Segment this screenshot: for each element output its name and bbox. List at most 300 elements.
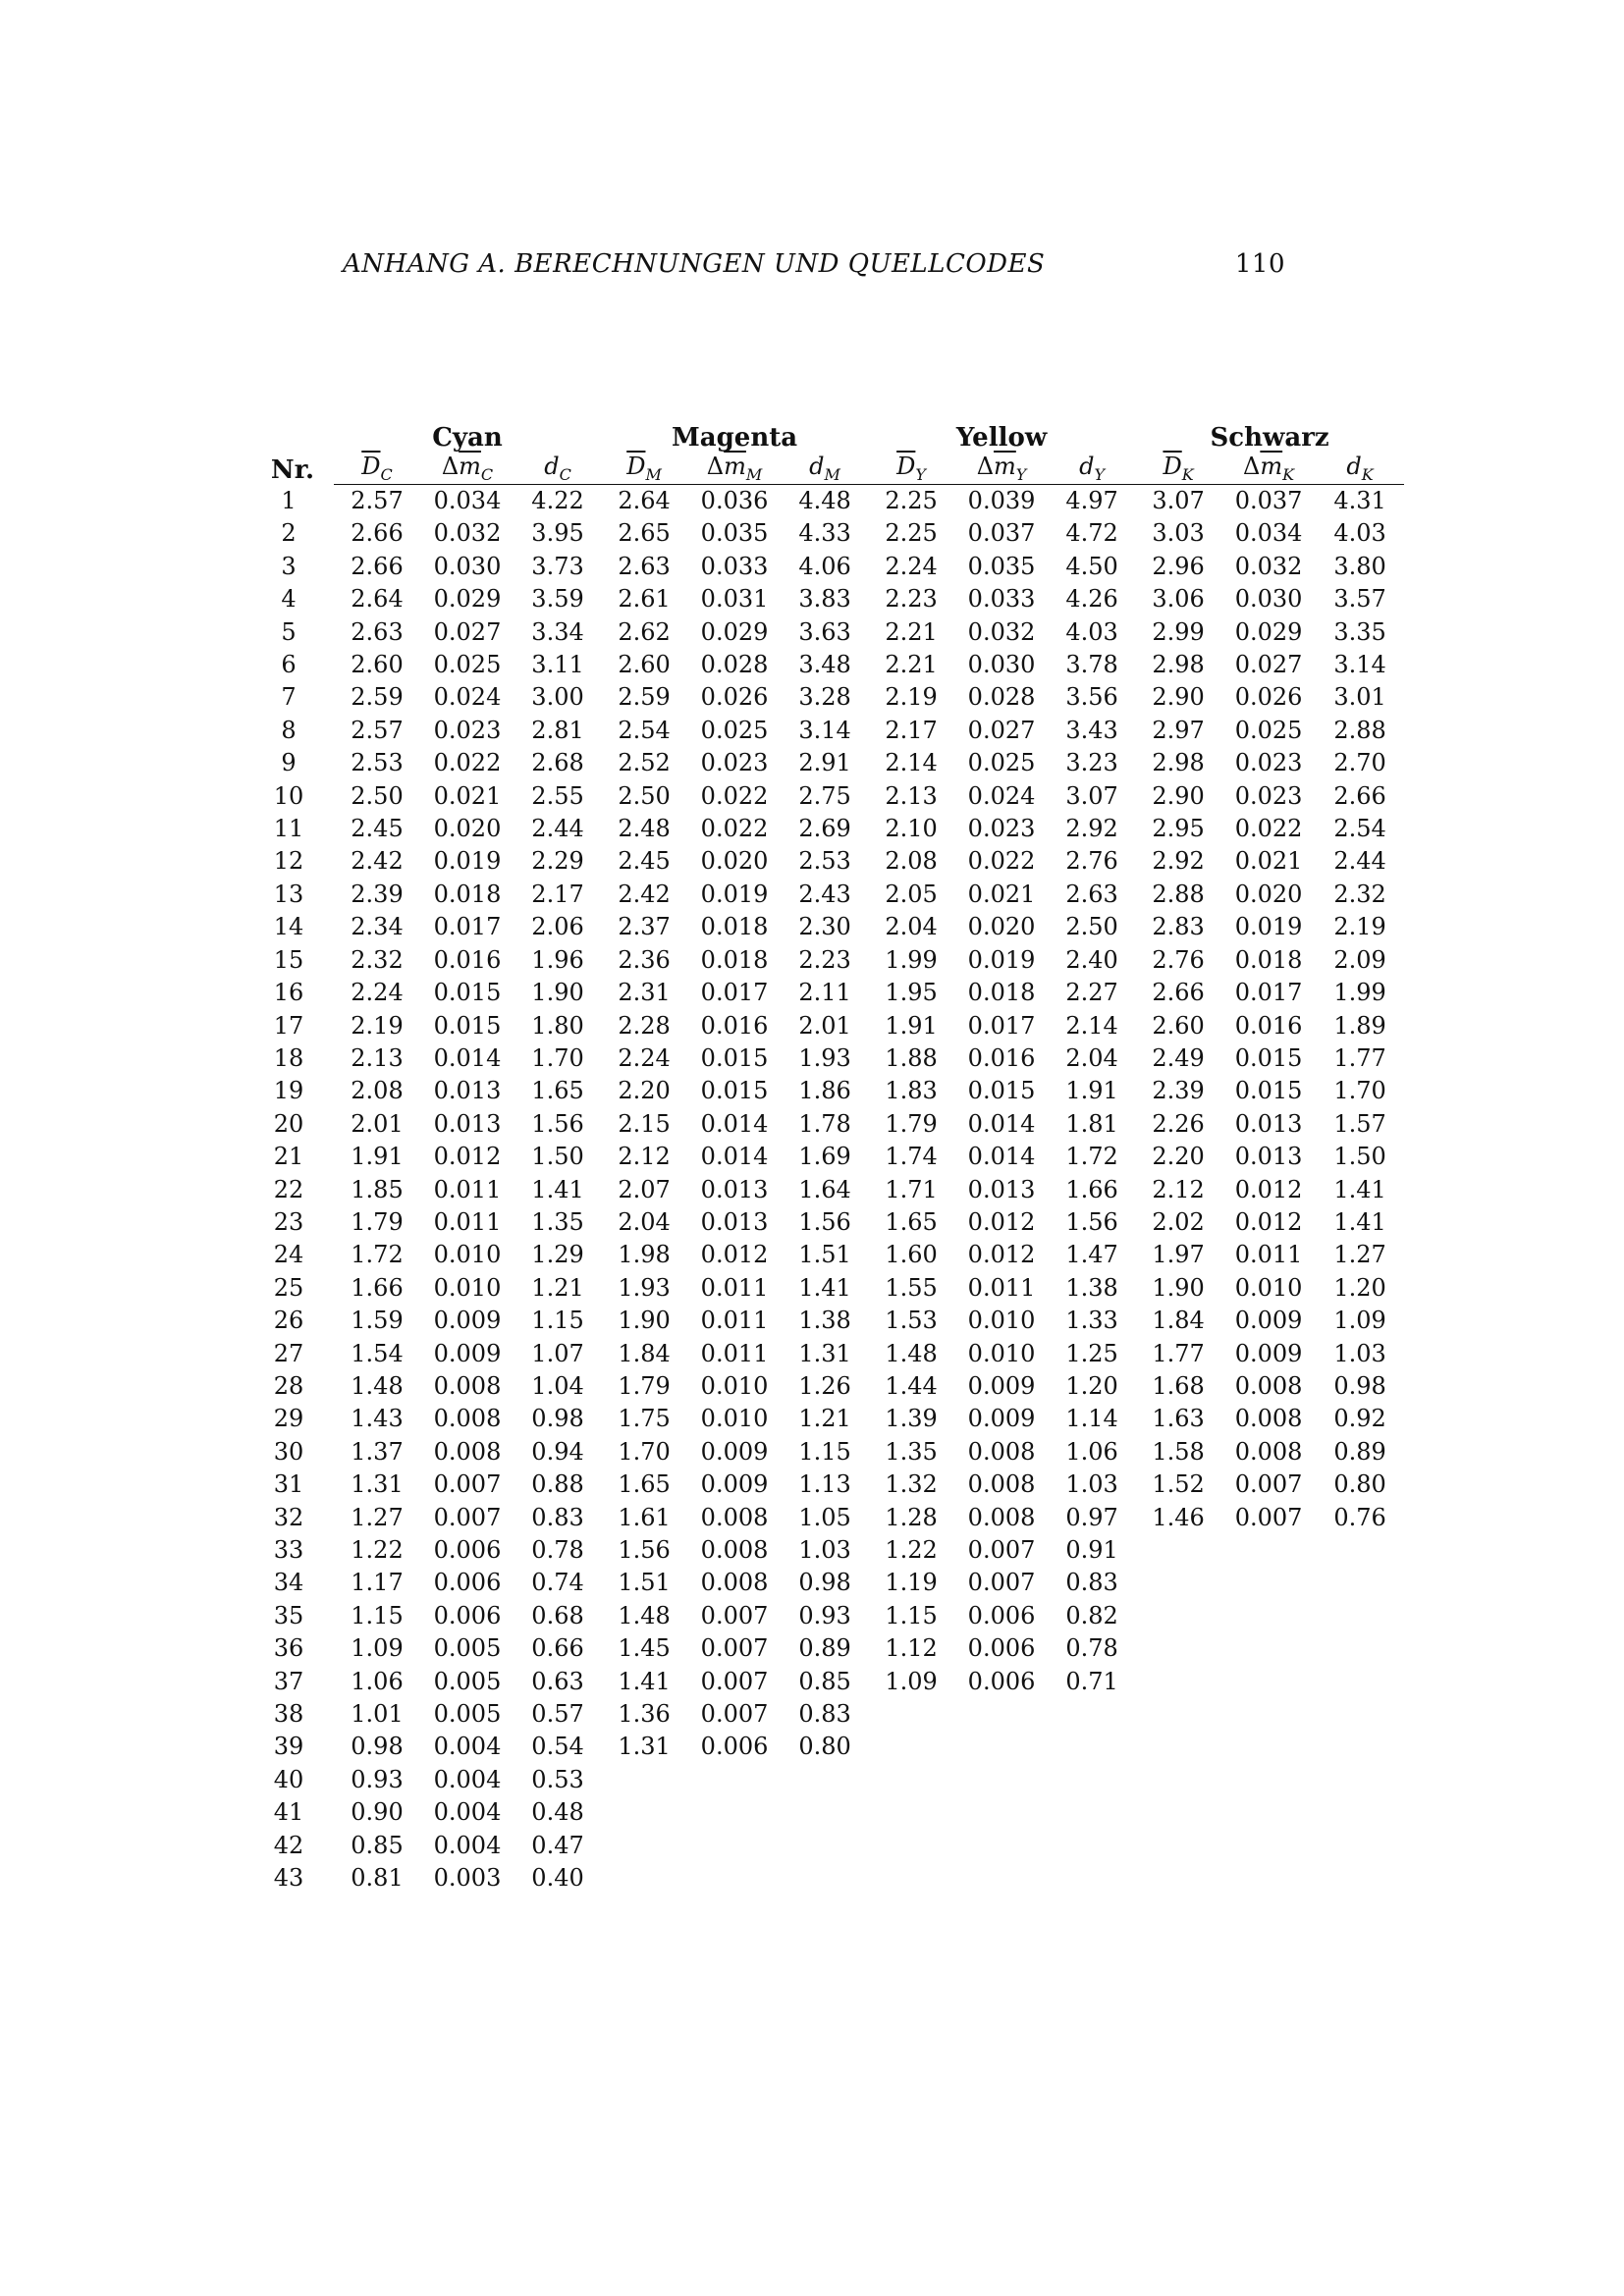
table-cell: 1.72 xyxy=(1065,1143,1118,1171)
table-row xyxy=(251,1764,1404,1796)
row-number: 42 xyxy=(273,1831,304,1859)
table-cell: 0.025 xyxy=(1234,716,1303,744)
subcolumn-header xyxy=(601,453,687,485)
table-cell: 0.010 xyxy=(967,1339,1036,1367)
table-row xyxy=(251,1436,1404,1468)
table-cell: 0.010 xyxy=(433,1241,502,1269)
table-cell: 1.29 xyxy=(531,1241,584,1269)
table-cell: 0.007 xyxy=(1234,1470,1303,1499)
row-number: 26 xyxy=(273,1307,304,1335)
table-cell: 0.027 xyxy=(1234,651,1303,679)
table-cell: 0.016 xyxy=(700,1011,769,1040)
subcolumn-subscript: M xyxy=(745,464,763,484)
table-cell: 1.44 xyxy=(885,1371,938,1400)
table-cell: 2.60 xyxy=(618,651,671,679)
table-cell xyxy=(868,1862,954,1895)
table-cell: 2.15 xyxy=(618,1109,671,1138)
table-cell: 0.020 xyxy=(433,815,502,843)
table-cell xyxy=(1221,1830,1316,1862)
table-cell: 0.011 xyxy=(433,1175,502,1203)
table-cell: 0.012 xyxy=(967,1207,1036,1236)
table-cell: 0.009 xyxy=(1234,1339,1303,1367)
table-cell: 2.45 xyxy=(351,815,404,843)
table-cell: 1.99 xyxy=(885,945,938,974)
table-cell xyxy=(954,1698,1049,1731)
table-cell: 0.83 xyxy=(1065,1569,1118,1597)
table-cell: 0.010 xyxy=(433,1273,502,1302)
table-cell: 0.008 xyxy=(967,1470,1036,1499)
table-cell xyxy=(601,1862,687,1895)
table-cell xyxy=(868,1764,954,1796)
table-cell: 4.03 xyxy=(1065,617,1118,646)
table-cell: 0.025 xyxy=(967,749,1036,777)
table-row xyxy=(251,1075,1404,1107)
table-row xyxy=(251,517,1404,550)
row-number: 2 xyxy=(281,519,297,548)
table-cell xyxy=(1316,1764,1404,1796)
subcolumn-symbol: $\overline{m}$ xyxy=(724,453,746,481)
table-cell: 2.01 xyxy=(351,1109,404,1138)
table-cell: 2.63 xyxy=(351,617,404,646)
table-cell: 2.66 xyxy=(1152,979,1205,1007)
table-cell: 0.011 xyxy=(967,1273,1036,1302)
table-cell: 0.007 xyxy=(700,1601,769,1629)
table-cell xyxy=(1221,1796,1316,1829)
table-cell: 2.01 xyxy=(798,1011,851,1040)
table-row xyxy=(251,1567,1404,1599)
table-cell: 2.60 xyxy=(351,651,404,679)
table-cell: 1.41 xyxy=(1333,1207,1386,1236)
table-cell: 0.010 xyxy=(700,1371,769,1400)
table-row xyxy=(251,813,1404,845)
table-cell: 2.17 xyxy=(885,716,938,744)
table-cell: 0.023 xyxy=(1234,781,1303,810)
table-cell: 0.004 xyxy=(433,1798,502,1827)
table-cell: 0.011 xyxy=(700,1273,769,1302)
table-cell: 1.15 xyxy=(798,1437,851,1466)
table-row xyxy=(251,845,1404,878)
table-cell: 2.53 xyxy=(351,749,404,777)
table-cell: 2.08 xyxy=(351,1077,404,1105)
table-cell: 4.72 xyxy=(1065,519,1118,548)
table-row xyxy=(251,1010,1404,1042)
table-cell: 1.66 xyxy=(351,1273,404,1302)
table-cell: 3.07 xyxy=(1152,487,1205,514)
table-cell: 2.66 xyxy=(1333,781,1386,810)
table-cell xyxy=(1135,1731,1221,1763)
table-cell: 1.09 xyxy=(885,1667,938,1695)
table-cell: 1.07 xyxy=(531,1339,584,1367)
table-cell: 1.46 xyxy=(1152,1503,1205,1531)
table-cell: 3.34 xyxy=(531,617,584,646)
table-cell: 0.023 xyxy=(967,815,1036,843)
row-number: 7 xyxy=(281,683,297,712)
table-cell: 0.021 xyxy=(1234,847,1303,876)
table-cell: 0.017 xyxy=(700,979,769,1007)
subcolumn-header xyxy=(334,453,420,485)
table-cell: 0.013 xyxy=(700,1175,769,1203)
subcolumn-subscript: K xyxy=(1361,464,1374,484)
table-cell: 2.92 xyxy=(1152,847,1205,876)
table-cell: 1.14 xyxy=(1065,1405,1118,1433)
table-cell: 3.00 xyxy=(531,683,584,712)
table-cell: 0.016 xyxy=(967,1043,1036,1072)
table-cell: 3.07 xyxy=(1065,781,1118,810)
table-cell: 1.21 xyxy=(531,1273,584,1302)
table-cell: 1.89 xyxy=(1333,1011,1386,1040)
table-cell: 4.50 xyxy=(1065,552,1118,580)
table-cell: 1.01 xyxy=(351,1700,404,1729)
table-cell: 0.66 xyxy=(531,1634,584,1663)
delta-symbol: Δ xyxy=(976,453,995,481)
table-cell: 2.25 xyxy=(885,487,938,514)
row-number: 24 xyxy=(273,1241,304,1269)
table-cell: 2.24 xyxy=(351,979,404,1007)
table-cell: 1.97 xyxy=(1152,1241,1205,1269)
table-cell: 0.034 xyxy=(433,487,502,514)
subcolumn-header xyxy=(782,453,868,485)
table-cell: 3.57 xyxy=(1333,585,1386,614)
table-cell: 0.71 xyxy=(1065,1667,1118,1695)
table-cell: 2.28 xyxy=(618,1011,671,1040)
table-cell: 0.93 xyxy=(798,1601,851,1629)
table-cell: 2.08 xyxy=(885,847,938,876)
table-cell xyxy=(1049,1731,1135,1763)
table-cell: 0.009 xyxy=(433,1307,502,1335)
table-cell: 0.014 xyxy=(433,1043,502,1072)
row-number: 19 xyxy=(273,1077,304,1105)
table-cell: 0.006 xyxy=(433,1536,502,1564)
table-cell: 0.98 xyxy=(1333,1371,1386,1400)
table-cell: 1.72 xyxy=(351,1241,404,1269)
table-cell: 0.012 xyxy=(1234,1207,1303,1236)
table-cell: 2.70 xyxy=(1333,749,1386,777)
table-cell: 1.70 xyxy=(618,1437,671,1466)
row-number: 15 xyxy=(273,945,304,974)
table-cell: 1.15 xyxy=(531,1307,584,1335)
table-cell: 3.14 xyxy=(798,716,851,744)
table-cell: 1.61 xyxy=(618,1503,671,1531)
table-cell: 0.015 xyxy=(1234,1043,1303,1072)
table-cell: 4.06 xyxy=(798,552,851,580)
table-cell xyxy=(868,1830,954,1862)
table-cell: 3.11 xyxy=(531,651,584,679)
table-cell: 0.006 xyxy=(967,1634,1036,1663)
subcolumn-symbol: $\overline{D}$ xyxy=(896,453,916,481)
table-cell: 1.65 xyxy=(885,1207,938,1236)
table-cell: 0.008 xyxy=(967,1437,1036,1466)
table-cell: 2.11 xyxy=(798,979,851,1007)
table-cell xyxy=(687,1862,782,1895)
table-cell: 2.97 xyxy=(1152,716,1205,744)
table-cell: 0.018 xyxy=(967,979,1036,1007)
table-cell: 1.56 xyxy=(618,1536,671,1564)
table-cell: 1.79 xyxy=(885,1109,938,1138)
group-cyan: Cyan xyxy=(432,423,503,453)
table-cell: 0.034 xyxy=(1234,519,1303,548)
subcolumn-header xyxy=(514,453,601,485)
table-cell: 2.31 xyxy=(618,979,671,1007)
table-cell: 0.026 xyxy=(1234,683,1303,712)
table-cell: 0.98 xyxy=(798,1569,851,1597)
table-cell: 4.31 xyxy=(1333,487,1386,514)
table-cell: 1.75 xyxy=(618,1405,671,1433)
table-cell: 2.21 xyxy=(885,651,938,679)
table-cell xyxy=(1135,1862,1221,1895)
subcolumn-header xyxy=(1316,453,1404,485)
row-number: 33 xyxy=(273,1536,304,1564)
row-number: 4 xyxy=(281,585,297,614)
table-row xyxy=(251,583,1404,615)
table-cell: 1.58 xyxy=(1152,1437,1205,1466)
table-cell: 1.79 xyxy=(618,1371,671,1400)
table-cell: 2.12 xyxy=(618,1143,671,1171)
table-cell xyxy=(601,1796,687,1829)
table-cell: 0.023 xyxy=(700,749,769,777)
table-cell: 0.007 xyxy=(967,1569,1036,1597)
subcolumn-subscript: K xyxy=(1181,464,1194,484)
table-cell: 2.36 xyxy=(618,945,671,974)
table-cell: 2.43 xyxy=(798,880,851,908)
table-cell xyxy=(1316,1666,1404,1698)
table-cell: 3.35 xyxy=(1333,617,1386,646)
table-cell: 0.012 xyxy=(967,1241,1036,1269)
table-cell: 2.26 xyxy=(1152,1109,1205,1138)
table-cell: 1.86 xyxy=(798,1077,851,1105)
table-cell: 2.54 xyxy=(1333,815,1386,843)
table-cell: 0.008 xyxy=(700,1536,769,1564)
subcolumn-subscript: K xyxy=(1282,464,1295,484)
table-cell: 0.025 xyxy=(700,716,769,744)
table-cell: 0.015 xyxy=(1234,1077,1303,1105)
table-cell: 1.84 xyxy=(1152,1307,1205,1335)
table-cell: 0.80 xyxy=(1333,1470,1386,1499)
table-cell: 0.022 xyxy=(700,815,769,843)
subcolumn-subscript: M xyxy=(824,464,840,484)
table-cell: 0.032 xyxy=(967,617,1036,646)
table-cell xyxy=(954,1731,1049,1763)
table-cell: 0.91 xyxy=(1065,1536,1118,1564)
table-cell xyxy=(1316,1632,1404,1665)
subcolumn-symbol: d xyxy=(1346,453,1362,481)
table-cell: 2.09 xyxy=(1333,945,1386,974)
table-cell: 0.020 xyxy=(1234,880,1303,908)
table-cell: 0.83 xyxy=(531,1503,584,1531)
table-cell: 1.64 xyxy=(798,1175,851,1203)
table-cell xyxy=(1221,1666,1316,1698)
subcolumn-symbol: $\overline{D}$ xyxy=(1163,453,1182,481)
table-cell xyxy=(1135,1698,1221,1731)
table-cell xyxy=(1316,1862,1404,1895)
table-cell: 0.005 xyxy=(433,1667,502,1695)
table-row xyxy=(251,1141,1404,1173)
table-cell: 0.018 xyxy=(700,945,769,974)
table-cell: 2.68 xyxy=(531,749,584,777)
table-cell: 0.54 xyxy=(531,1733,584,1761)
table-cell xyxy=(601,1764,687,1796)
table-cell: 1.63 xyxy=(1152,1405,1205,1433)
table-cell xyxy=(1135,1567,1221,1599)
row-number: 21 xyxy=(273,1143,304,1171)
table-cell: 3.06 xyxy=(1152,585,1205,614)
table-cell: 0.97 xyxy=(1065,1503,1118,1531)
table-cell: 0.009 xyxy=(1234,1307,1303,1335)
table-cell: 0.019 xyxy=(1234,913,1303,941)
density-table xyxy=(251,417,1404,1895)
table-cell: 0.85 xyxy=(351,1831,404,1859)
table-cell: 0.022 xyxy=(433,749,502,777)
table-cell: 0.015 xyxy=(967,1077,1036,1105)
table-cell: 2.32 xyxy=(1333,880,1386,908)
table-cell: 0.40 xyxy=(531,1864,584,1893)
table-cell: 0.93 xyxy=(351,1765,404,1793)
table-cell: 1.48 xyxy=(618,1601,671,1629)
table-body xyxy=(251,485,1404,1896)
table-cell xyxy=(601,1830,687,1862)
table-row xyxy=(251,1468,1404,1501)
table-cell: 2.32 xyxy=(351,945,404,974)
table-cell: 0.009 xyxy=(967,1371,1036,1400)
table-cell: 1.54 xyxy=(351,1339,404,1367)
table-cell: 2.19 xyxy=(351,1011,404,1040)
table-cell: 4.97 xyxy=(1065,487,1118,514)
table-cell: 0.037 xyxy=(967,519,1036,548)
table-cell: 1.03 xyxy=(798,1536,851,1564)
table-cell: 2.14 xyxy=(1065,1011,1118,1040)
table-cell xyxy=(1316,1534,1404,1567)
table-row xyxy=(251,485,1404,518)
delta-symbol: Δ xyxy=(441,453,460,481)
table-cell xyxy=(1316,1698,1404,1731)
table-cell: 0.006 xyxy=(433,1601,502,1629)
table-cell: 3.28 xyxy=(798,683,851,712)
table-cell: 0.89 xyxy=(1333,1437,1386,1466)
table-cell: 2.91 xyxy=(798,749,851,777)
group-magenta: Magenta xyxy=(671,423,798,453)
table-cell: 0.008 xyxy=(1234,1371,1303,1400)
table-cell: 0.94 xyxy=(531,1437,584,1466)
table-row xyxy=(251,1206,1404,1239)
table-cell: 2.19 xyxy=(1333,913,1386,941)
table-cell: 3.73 xyxy=(531,552,584,580)
table-cell: 2.81 xyxy=(531,716,584,744)
table-cell xyxy=(1316,1731,1404,1763)
table-cell: 2.64 xyxy=(351,585,404,614)
page-number: 110 xyxy=(1234,249,1285,279)
table-cell: 0.007 xyxy=(700,1700,769,1729)
table-cell: 1.28 xyxy=(885,1503,938,1531)
subcolumn-header-row xyxy=(251,453,1404,485)
table-cell: 0.019 xyxy=(700,880,769,908)
table-cell: 0.014 xyxy=(967,1109,1036,1138)
table-cell: 4.26 xyxy=(1065,585,1118,614)
table-cell: 0.012 xyxy=(433,1143,502,1171)
table-cell xyxy=(1135,1830,1221,1862)
table-cell: 0.013 xyxy=(967,1175,1036,1203)
table-cell: 1.17 xyxy=(351,1569,404,1597)
table-cell: 4.22 xyxy=(531,487,584,514)
table-row xyxy=(251,1042,1404,1075)
table-cell: 0.018 xyxy=(700,913,769,941)
row-number: 28 xyxy=(273,1371,304,1400)
chapter-title: ANHANG A. BERECHNUNGEN UND QUELLCODES xyxy=(343,249,1046,279)
table-cell: 2.63 xyxy=(618,552,671,580)
table-cell: 0.003 xyxy=(433,1864,502,1893)
table-cell: 1.69 xyxy=(798,1143,851,1171)
table-cell: 1.55 xyxy=(885,1273,938,1302)
table-cell: 2.24 xyxy=(885,552,938,580)
table-cell: 2.27 xyxy=(1065,979,1118,1007)
table-cell: 1.77 xyxy=(1333,1043,1386,1072)
table-cell: 0.023 xyxy=(433,716,502,744)
table-cell: 1.83 xyxy=(885,1077,938,1105)
table-cell: 2.76 xyxy=(1152,945,1205,974)
table-cell: 1.37 xyxy=(351,1437,404,1466)
table-cell: 0.019 xyxy=(967,945,1036,974)
table-cell: 2.17 xyxy=(531,880,584,908)
table-cell: 0.009 xyxy=(700,1437,769,1466)
table-row xyxy=(251,1239,1404,1271)
table-cell: 2.50 xyxy=(351,781,404,810)
row-number: 20 xyxy=(273,1109,304,1138)
table-cell: 2.12 xyxy=(1152,1175,1205,1203)
table-cell: 1.88 xyxy=(885,1043,938,1072)
table-cell: 0.011 xyxy=(700,1307,769,1335)
table-cell xyxy=(1049,1796,1135,1829)
table-cell: 1.38 xyxy=(1065,1273,1118,1302)
table-row xyxy=(251,1632,1404,1665)
table-cell: 2.60 xyxy=(1152,1011,1205,1040)
table-cell: 1.20 xyxy=(1333,1273,1386,1302)
table-row xyxy=(251,1796,1404,1829)
table-cell: 2.50 xyxy=(618,781,671,810)
table-cell: 0.015 xyxy=(700,1043,769,1072)
table-cell: 0.88 xyxy=(531,1470,584,1499)
table-cell: 1.04 xyxy=(531,1371,584,1400)
row-number: 1 xyxy=(281,486,297,514)
table-cell: 1.22 xyxy=(351,1536,404,1564)
table-cell: 3.56 xyxy=(1065,683,1118,712)
table-cell: 4.48 xyxy=(798,487,851,514)
table-cell: 1.85 xyxy=(351,1175,404,1203)
table-cell: 1.78 xyxy=(798,1109,851,1138)
row-number: 40 xyxy=(273,1765,304,1793)
table-cell: 0.009 xyxy=(700,1470,769,1499)
row-number: 17 xyxy=(273,1011,304,1040)
table-cell: 0.004 xyxy=(433,1733,502,1761)
table-cell: 1.47 xyxy=(1065,1241,1118,1269)
row-number: 5 xyxy=(281,617,297,646)
table-cell: 1.84 xyxy=(618,1339,671,1367)
table-cell: 1.31 xyxy=(351,1470,404,1499)
table-cell: 2.88 xyxy=(1152,880,1205,908)
table-cell: 0.006 xyxy=(967,1601,1036,1629)
table-cell: 1.05 xyxy=(798,1503,851,1531)
table-cell: 2.90 xyxy=(1152,683,1205,712)
row-number: 8 xyxy=(281,716,297,744)
table-cell: 0.015 xyxy=(433,1011,502,1040)
table-cell: 2.20 xyxy=(618,1077,671,1105)
table-cell: 0.025 xyxy=(433,651,502,679)
table-cell: 1.03 xyxy=(1065,1470,1118,1499)
table-cell: 1.15 xyxy=(885,1601,938,1629)
table-cell: 2.42 xyxy=(351,847,404,876)
table-row xyxy=(251,911,1404,943)
table-cell xyxy=(782,1796,868,1829)
table-cell xyxy=(1135,1632,1221,1665)
table-cell: 1.56 xyxy=(531,1109,584,1138)
table-cell: 0.036 xyxy=(700,487,769,514)
